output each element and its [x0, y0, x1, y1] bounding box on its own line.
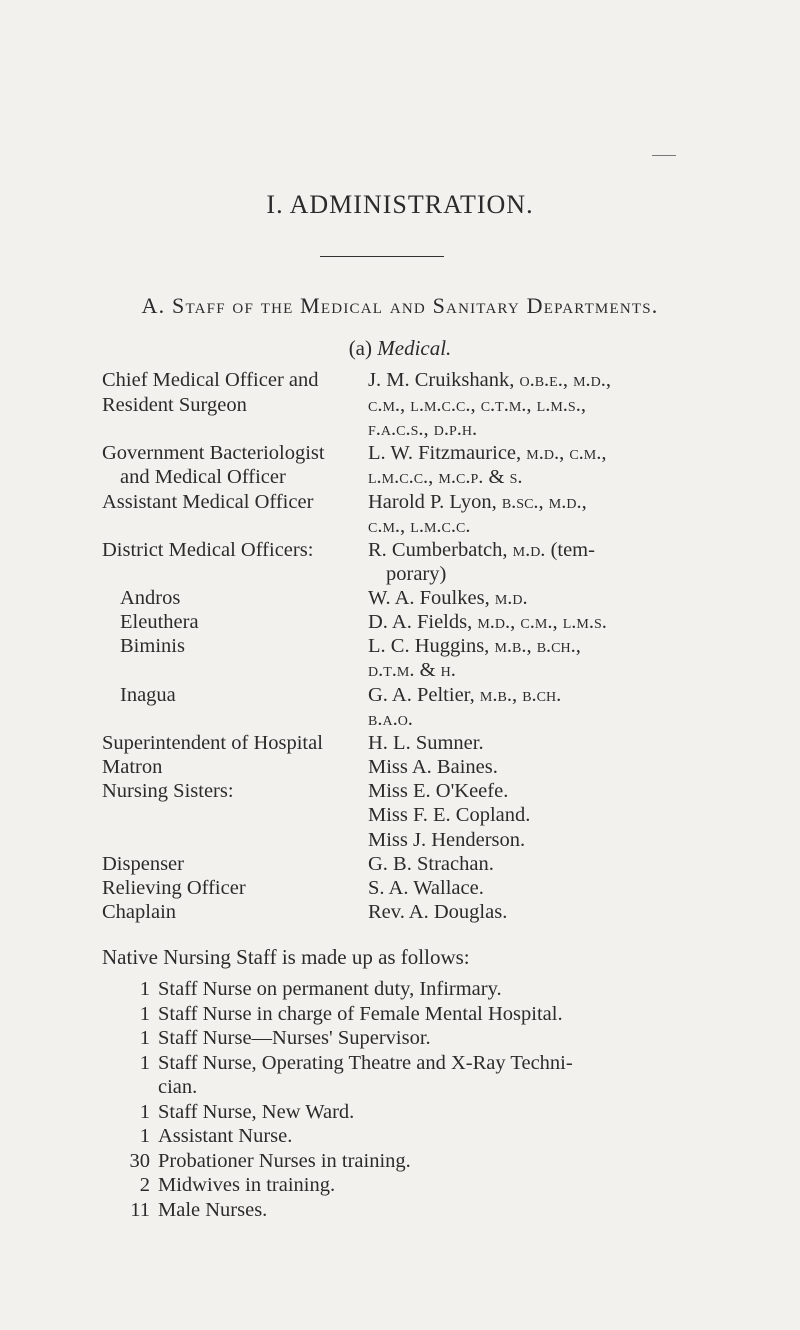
role-chief-2: Resident Surgeon [102, 394, 247, 416]
role-bacteriologist: Government Bacteriologist [102, 442, 325, 464]
name-fitzmaurice [368, 441, 607, 465]
staff-quals: m.b., b.ch. [479, 684, 562, 706]
quals-peltier-2: b.a.o. [368, 708, 413, 730]
quals-fitzmaurice-2: l.m.c.c., m.c.p. & s. [368, 466, 523, 488]
section-title: A. Staff of the Medical and Sanitary Departments. [141, 293, 659, 318]
list-item [124, 1124, 573, 1149]
role-district: District Medical Officers: [102, 539, 314, 561]
name-copland: Miss F. E. Copland. [368, 804, 531, 826]
list-item [124, 1026, 573, 1051]
staff-suffix: (tem- [550, 539, 595, 561]
cumberbatch-cont: porary) [386, 563, 447, 585]
staff-quals: m.b., b.ch., [494, 635, 581, 657]
item-count: 1 [139, 1002, 150, 1025]
staff-name: W. A. Foulkes, [368, 587, 490, 609]
list-item [124, 1173, 573, 1198]
item-count: 2 [139, 1174, 150, 1196]
item-text: Staff Nurse, New Ward. [158, 1100, 355, 1123]
divider-rule [320, 256, 444, 257]
item-text: Staff Nurse—Nurses' Supervisor. [158, 1027, 431, 1049]
name-huggins [368, 634, 581, 658]
role-bacteriologist-2: and Medical Officer [120, 466, 286, 488]
staff-name: L. W. Fitzmaurice, [368, 442, 522, 464]
list-item [124, 1100, 573, 1125]
list-item [124, 977, 573, 1002]
staff-name: Harold P. Lyon, [368, 491, 497, 513]
role-inagua: Inagua [120, 684, 176, 706]
quals-cruikshank-3: f.a.c.s., d.p.h. [368, 418, 478, 440]
name-fields [368, 610, 607, 634]
item-count: 1 [139, 978, 150, 1000]
item-text: Assistant Nurse. [158, 1125, 293, 1147]
staff-quals: b.sc., m.d., [501, 491, 587, 513]
item-text: Midwives in training. [158, 1174, 336, 1196]
role-andros: Andros [120, 587, 181, 609]
name-foulkes [368, 586, 528, 610]
staff-quals: m.d., c.m., l.m.s. [477, 611, 607, 633]
name-douglas: Rev. A. Douglas. [368, 901, 508, 923]
item-count: 11 [130, 1198, 150, 1221]
staff-name: L. C. Huggins, [368, 635, 490, 657]
item-count: 1 [139, 1100, 150, 1123]
name-cumberbatch [368, 538, 595, 562]
name-cruikshank [368, 368, 611, 392]
name-okeefe: Miss E. O'Keefe. [368, 780, 509, 802]
role-dispenser: Dispenser [102, 853, 184, 875]
list-item [124, 1002, 573, 1027]
list-item [124, 1051, 573, 1076]
item-text: Staff Nurse in charge of Female Mental Hospital. [158, 1002, 563, 1025]
role-chaplain: Chaplain [102, 901, 177, 923]
role-assistant: Assistant Medical Officer [102, 491, 314, 513]
subsection-letter: (a) [348, 336, 372, 360]
name-strachan: G. B. Strachan. [368, 853, 494, 875]
item-count: 1 [139, 1051, 150, 1074]
item-count: 1 [139, 1027, 150, 1049]
name-lyon [368, 490, 587, 514]
role-chief: Chief Medical Officer and [102, 369, 319, 391]
role-nursing-sisters: Nursing Sisters: [102, 780, 234, 802]
staff-quals: o.b.e., m.d., [519, 369, 612, 391]
item-text: Staff Nurse on permanent duty, Infirmary. [158, 978, 502, 1000]
name-henderson: Miss J. Henderson. [368, 829, 526, 851]
native-staff-list [124, 977, 573, 1222]
item-text: Probationer Nurses in training. [158, 1149, 411, 1172]
staff-name: G. A. Peltier, [368, 684, 475, 706]
list-item [124, 1198, 573, 1223]
name-wallace: S. A. Wallace. [368, 877, 484, 899]
staff-name: D. A. Fields, [368, 611, 473, 633]
corner-mark [652, 155, 676, 156]
staff-quals: m.d., c.m., [526, 442, 607, 464]
name-sumner: H. L. Sumner. [368, 732, 484, 754]
staff-name: R. Cumberbatch, [368, 539, 508, 561]
list-item [124, 1149, 573, 1174]
quals-cruikshank-2: c.m., l.m.c.c., c.t.m., l.m.s., [368, 394, 586, 416]
list-item-cont: cian. [158, 1076, 198, 1098]
staff-quals: m.d. [494, 587, 528, 609]
staff-name: J. M. Cruikshank, [368, 369, 515, 391]
role-eleuthera: Eleuthera [120, 611, 199, 633]
page-heading: I. ADMINISTRATION. [266, 190, 534, 219]
item-text: Staff Nurse, Operating Theatre and X-Ray Techni- [158, 1051, 573, 1074]
native-staff-title: Native Nursing Staff is made up as follows: [102, 945, 470, 969]
role-superintendent: Superintendent of Hospital [102, 732, 323, 754]
name-peltier [368, 683, 561, 707]
quals-huggins-2: d.t.m. & h. [368, 659, 456, 681]
role-biminis: Biminis [120, 635, 185, 657]
quals-lyon-2: c.m., l.m.c.c. [368, 515, 471, 537]
role-relieving: Relieving Officer [102, 877, 246, 899]
item-text: Male Nurses. [158, 1198, 268, 1221]
name-baines: Miss A. Baines. [368, 756, 498, 778]
item-count: 1 [139, 1125, 150, 1147]
item-count: 30 [129, 1149, 150, 1172]
subsection-title [0, 336, 800, 361]
staff-quals: m.d. [512, 539, 546, 561]
role-matron: Matron [102, 756, 163, 778]
subsection-name: Medical. [377, 336, 452, 360]
